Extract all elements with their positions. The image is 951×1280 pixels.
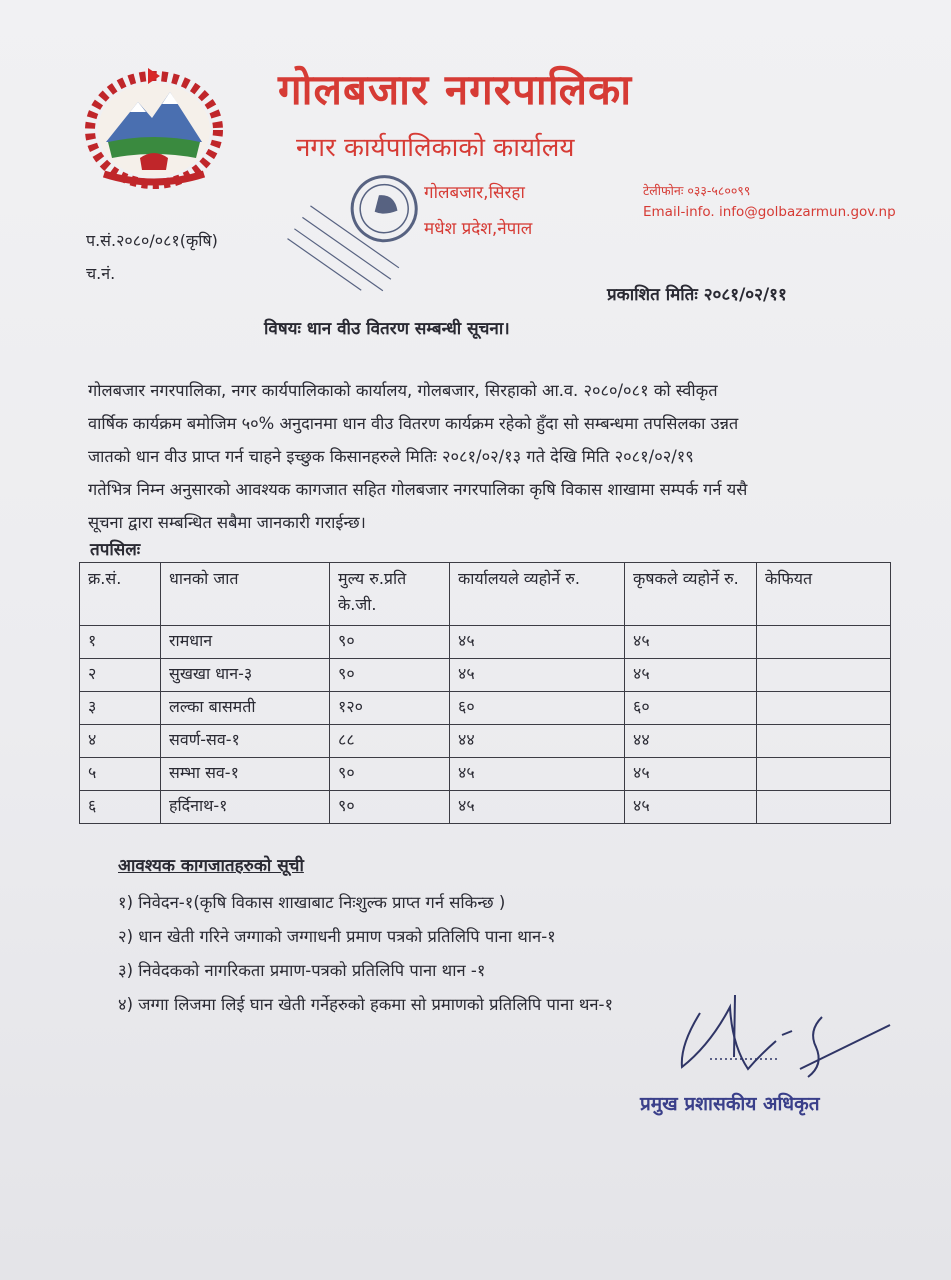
municipality-title: गोलबजार नगरपालिका — [278, 65, 633, 114]
col-office-share-header: कार्यालयले व्यहोर्ने रु. — [450, 563, 625, 626]
body-line: वार्षिक कार्यक्रम बमोजिम ५०% अनुदानमा धान वीउ वितरण कार्यक्रम रहेको हुँदा सो सम्बन्धमा तपसिलका उन्नत — [88, 414, 739, 433]
remarks-cell — [757, 692, 891, 725]
farmer-share-cell: ४५ — [625, 791, 757, 824]
body-line: गतेभित्र निम्न अनुसारको आवश्यक कागजात सहित गोलबजार नगरपालिका कृषि विकास शाखामा सम्पर्क गर्न यसै — [88, 480, 748, 499]
remarks-cell — [757, 659, 891, 692]
office-share-cell: ४५ — [450, 659, 625, 692]
variety-cell: हर्दिनाथ-१ — [161, 791, 330, 824]
seed-price-table — [79, 562, 891, 824]
table-row — [80, 791, 891, 824]
office-share-cell: ४५ — [450, 758, 625, 791]
farmer-share-cell: ४४ — [625, 725, 757, 758]
table-row — [80, 659, 891, 692]
variety-cell: लल्का बासमती — [161, 692, 330, 725]
office-share-cell: ४५ — [450, 626, 625, 659]
col-remarks-header: केफियत — [757, 563, 891, 626]
remarks-cell — [757, 725, 891, 758]
officer-signature — [640, 985, 910, 1095]
variety-cell: सुखखा धान-३ — [161, 659, 330, 692]
variety-cell: सम्भा सव-१ — [161, 758, 330, 791]
document-item: १) निवेदन-१(कृषि विकास शाखाबाट निःशुल्क प्राप्त गर्न सकिन्छ ) — [118, 893, 506, 912]
notice-body — [88, 374, 888, 539]
farmer-share-cell: ४५ — [625, 659, 757, 692]
email-address: Email-info. info@golbazarmun.gov.np — [643, 204, 896, 220]
col-serial-header: क्र.सं. — [80, 563, 161, 626]
serial-cell: १ — [80, 626, 161, 659]
body-line: गोलबजार नगरपालिका, नगर कार्यपालिकाको कार्यालय, गोलबजार, सिरहाको आ.व. २०८०/०८१ को स्वीकृत — [88, 381, 718, 400]
variety-cell: रामधान — [161, 626, 330, 659]
phone-number: टेलीफोनः ०३३-५८००९९ — [643, 183, 751, 198]
letter-reference-number: प.सं.२०८०/०८१(कृषि) — [86, 231, 218, 250]
serial-cell: ४ — [80, 725, 161, 758]
table-row — [80, 626, 891, 659]
dispatch-number: च.नं. — [86, 264, 116, 283]
col-price-header: मुल्य रु.प्रति के.जी. — [330, 563, 450, 626]
price-cell: ९० — [330, 791, 450, 824]
table-row — [80, 692, 891, 725]
col-variety-header: धानको जात — [161, 563, 330, 626]
farmer-share-cell: ४५ — [625, 626, 757, 659]
table-header-row — [80, 563, 891, 626]
remarks-cell — [757, 626, 891, 659]
body-line: सूचना द्वारा सम्बन्धित सबैमा जानकारी गराईन्छ। — [88, 513, 366, 532]
remarks-cell — [757, 758, 891, 791]
office-share-cell: ४४ — [450, 725, 625, 758]
variety-cell: सवर्ण-सव-१ — [161, 725, 330, 758]
office-share-cell: ६० — [450, 692, 625, 725]
document-item: २) धान खेती गरिने जग्गाको जग्गाधनी प्रमाण पत्रको प्रतिलिपि पाना थान-१ — [118, 927, 556, 946]
serial-cell: २ — [80, 659, 161, 692]
document-item: ४) जग्गा लिजमा लिई घान खेती गर्नेहरुको हकमा सो प्रमाणको प्रतिलिपि पाना थन-१ — [118, 995, 614, 1014]
serial-cell: ५ — [80, 758, 161, 791]
document-item: ३) निवेदकको नागरिकता प्रमाण-पत्रको प्रतिलिपि पाना थान -१ — [118, 961, 486, 980]
table-row — [80, 758, 891, 791]
office-subtitle: नगर कार्यपालिकाको कार्यालय — [296, 133, 575, 163]
price-cell: ९० — [330, 626, 450, 659]
address-line-1: गोलबजार,सिरहा — [424, 183, 525, 203]
col-farmer-share-header: कृषकले व्यहोर्ने रु. — [625, 563, 757, 626]
farmer-share-cell: ६० — [625, 692, 757, 725]
address-line-2: मधेश प्रदेश,नेपाल — [424, 219, 533, 239]
signatory-title: प्रमुख प्रशासकीय अधिकृत — [640, 1093, 820, 1115]
price-cell: ९० — [330, 659, 450, 692]
published-date: प्रकाशित मितिः २०८१/०२/११ — [607, 285, 787, 305]
remarks-cell — [757, 791, 891, 824]
price-cell: ९० — [330, 758, 450, 791]
details-label: तपसिलः — [90, 540, 141, 560]
price-cell: १२० — [330, 692, 450, 725]
price-cell: ८८ — [330, 725, 450, 758]
office-stamp-seal — [286, 158, 426, 298]
notice-subject: विषयः धान वीउ वितरण सम्बन्धी सूचना। — [264, 319, 510, 339]
required-documents-title: आवश्यक कागजातहरुको सूची — [118, 856, 304, 876]
table-row — [80, 725, 891, 758]
serial-cell: ६ — [80, 791, 161, 824]
body-line: जातको धान वीउ प्राप्त गर्न चाहने इच्छुक किसानहरुले मितिः २०८१/०२/१३ गते देखि मिति २०८१/०२/१९ — [88, 447, 694, 466]
office-share-cell: ४५ — [450, 791, 625, 824]
nepal-emblem-logo — [78, 62, 230, 194]
serial-cell: ३ — [80, 692, 161, 725]
farmer-share-cell: ४५ — [625, 758, 757, 791]
